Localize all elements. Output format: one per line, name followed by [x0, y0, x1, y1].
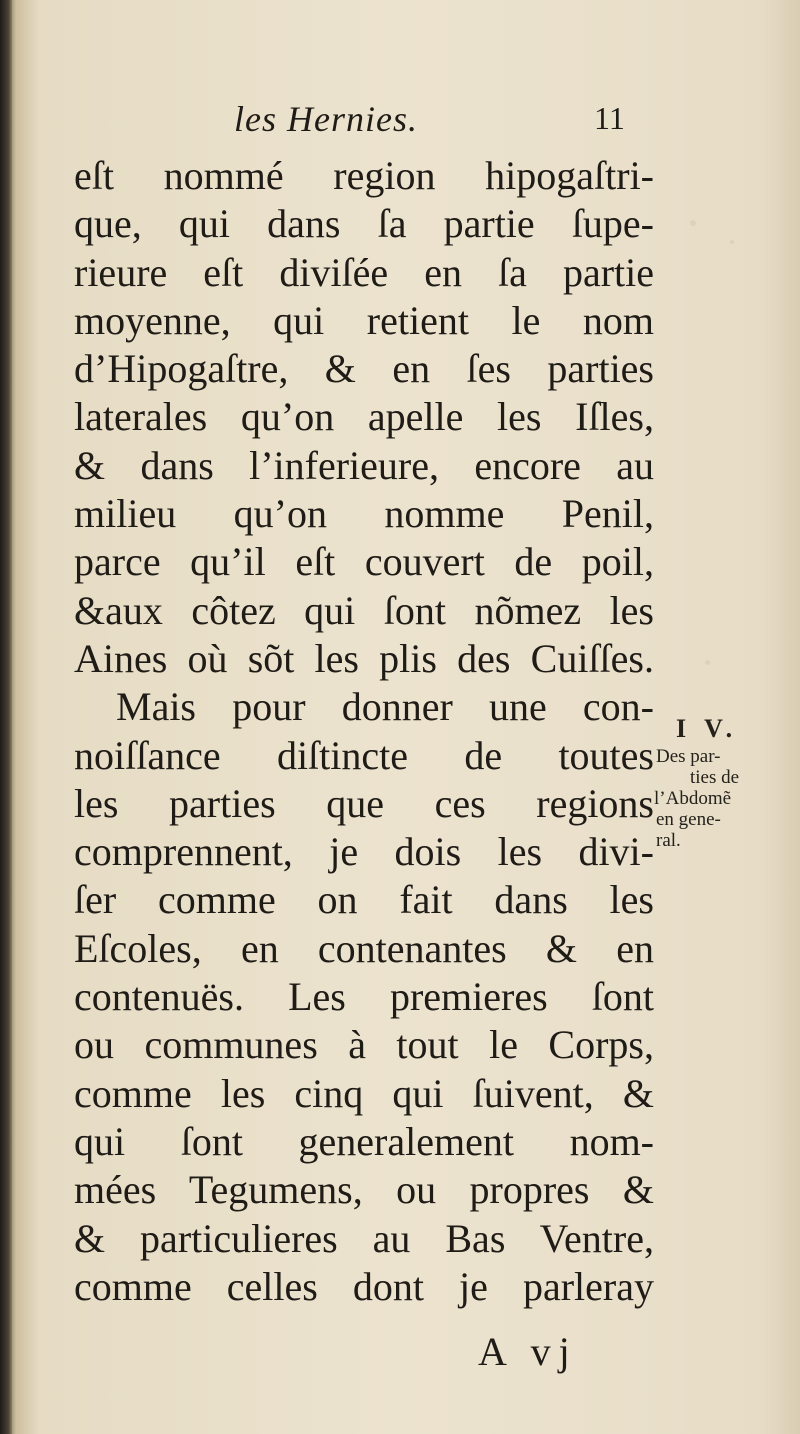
text-line: ſer comme on fait dans les [74, 877, 654, 923]
foxing-spot [690, 220, 696, 226]
page-header [0, 98, 800, 148]
text-line: comme celles dont je parleray [74, 1263, 654, 1309]
text-line: rieure eſt diviſée en ſa partie [74, 249, 654, 295]
text-line: qui ſont generalement nom- [74, 1118, 654, 1164]
text-line: moyenne, qui retient le nom [74, 297, 654, 343]
text-line: & particulieres au Bas Ventre, [74, 1215, 654, 1261]
text-line: comprennent, je dois les divi- [74, 829, 654, 875]
text-line: laterales qu’on apelle les Iſles, [74, 394, 654, 440]
page-binding-edge [0, 0, 12, 1434]
text-line: Eſcoles, en contenantes & en [74, 925, 654, 971]
text-line: & dans l’inferieure, encore au [74, 442, 654, 488]
text-line: contenuës. Les premieres ſont [74, 974, 654, 1020]
text-line: eſt nommé region hipogaſtri- [74, 153, 654, 198]
text-line: milieu qu’on nomme Penil, [74, 491, 654, 537]
margin-note-line: en gene- [656, 809, 721, 830]
running-title: les Hernies. [234, 99, 418, 139]
margin-note-line: ral. [656, 830, 681, 851]
text-line: mées Tegumens, ou propres & [74, 1167, 654, 1213]
text-line: comme les cinq qui ſuivent, & [74, 1070, 654, 1116]
text-line: ou communes à tout le Corps, [74, 1022, 654, 1068]
main-text [74, 152, 654, 1311]
margin-note-number: I V. [676, 714, 739, 743]
text-line: les parties que ces regions [74, 780, 654, 826]
margin-note-line: Des par- [656, 746, 721, 767]
text-line: que, qui dans ſa partie ſupe- [74, 201, 654, 247]
text-line: &aux côtez qui ſont nõmez les [74, 587, 654, 633]
text-line: Aines où sõt les plis des Cuiſſes. [74, 635, 654, 681]
margin-note [650, 712, 800, 851]
page-number: 11 [594, 100, 625, 136]
text-line: parce qu’il eſt couvert de poil, [74, 539, 654, 585]
foxing-spot [705, 660, 710, 665]
catchword-signature: A vj [478, 1329, 578, 1374]
foxing-spot [730, 240, 734, 244]
margin-note-line: l’Abdomẽ [654, 788, 732, 809]
text-line: d’Hipogaſtre, & en ſes parties [74, 346, 654, 392]
paragraph-start-line: Mais pour donner une con- [116, 684, 654, 730]
text-line: noiſſance diſtincte de toutes [74, 732, 654, 778]
margin-note-line: ties de [690, 767, 740, 788]
